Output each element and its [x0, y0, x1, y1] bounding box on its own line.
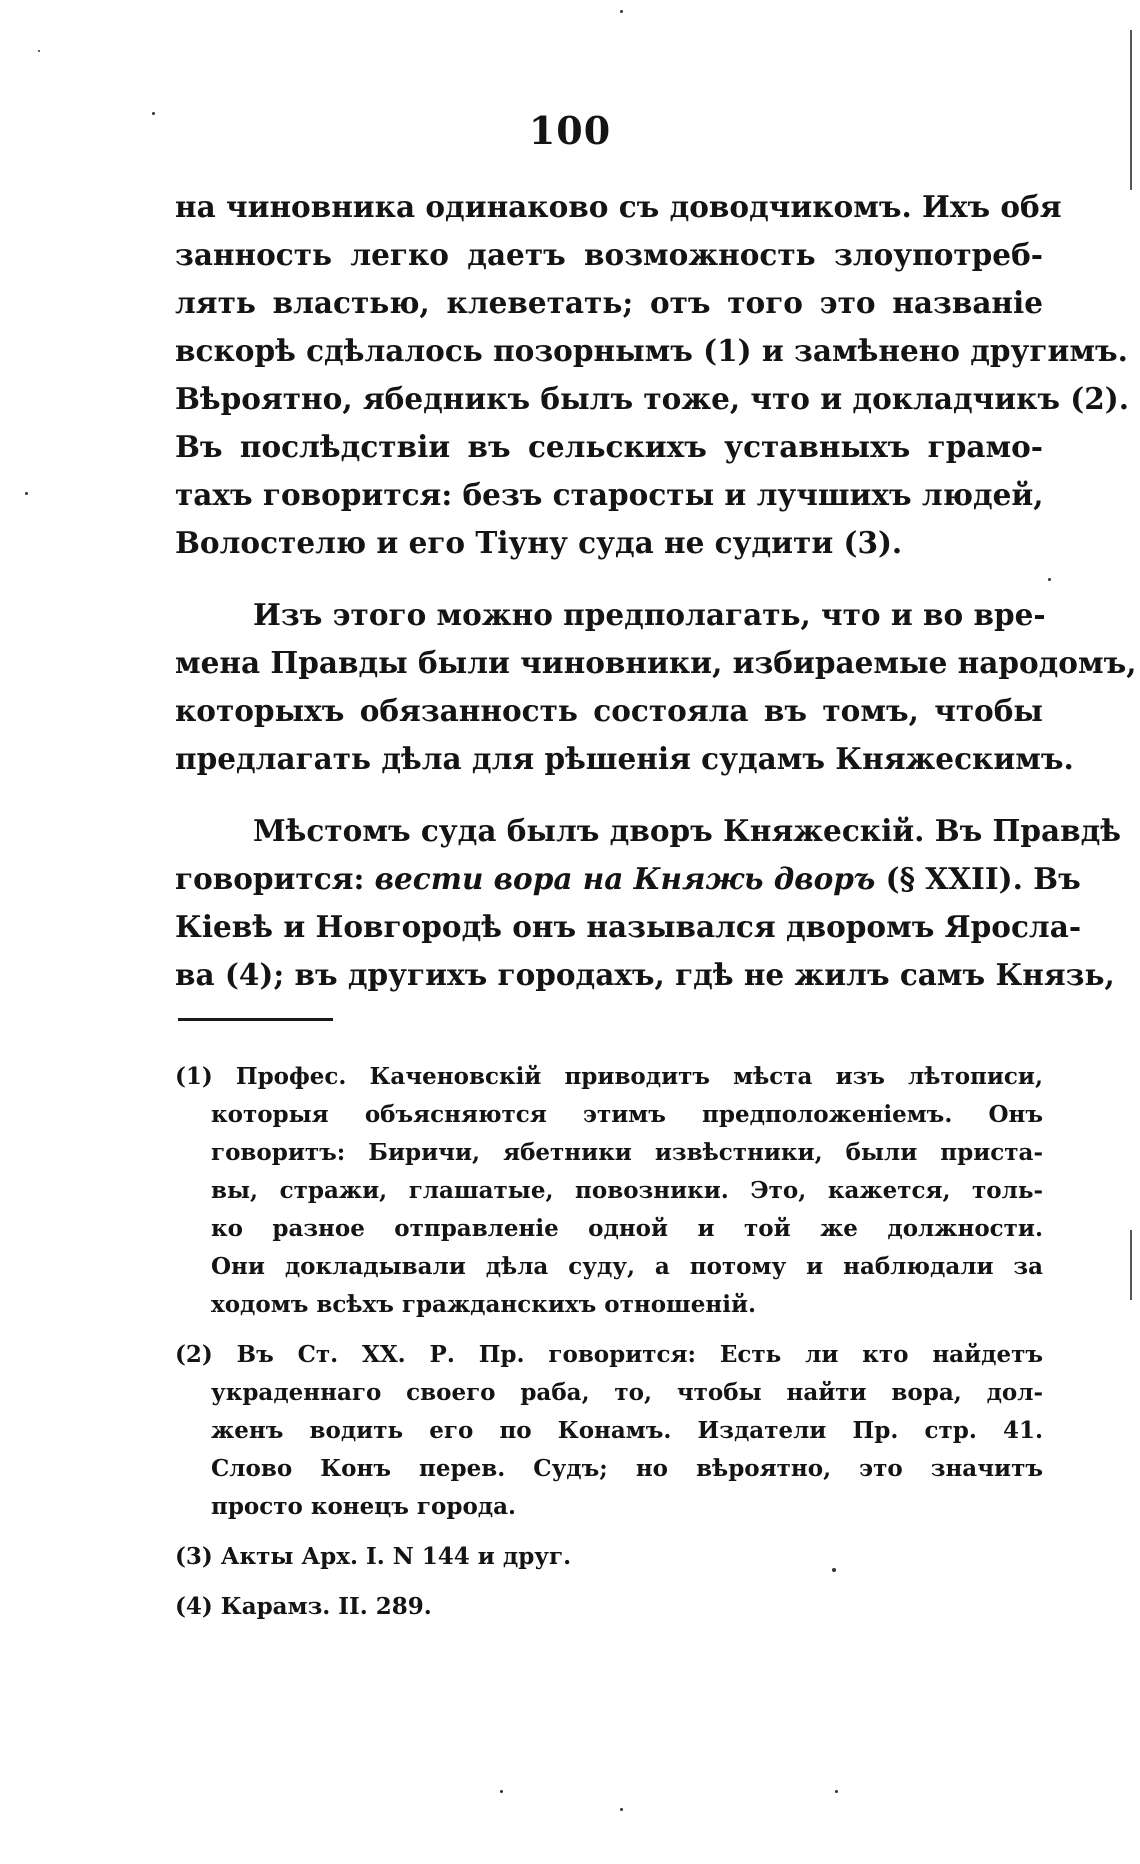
page-number: 100 — [528, 108, 612, 153]
text-line: Изъ этого можно предполагать, что и во вре- — [253, 597, 1046, 632]
text-line: Вѣроятно, ябедникъ былъ тоже, что и докладчикъ (2). — [175, 381, 1130, 416]
scan-speck — [500, 1790, 503, 1793]
text-fragment: (§ XXII). Въ — [875, 861, 1081, 896]
text-line: Волостелю и его Тіуну суда не судити (3). — [175, 525, 903, 560]
text-line — [175, 855, 1081, 903]
scan-speck — [1048, 578, 1051, 581]
text-line: Въ послѣдствіи въ сельскихъ уставныхъ грамо- — [175, 429, 1043, 464]
footnote-line: вы, стражи, глашатые, повозники. Это, кажется, толь- — [211, 1177, 1043, 1204]
footnote-2 — [175, 1336, 1043, 1526]
scan-speck — [620, 1808, 623, 1811]
scan-speck — [38, 50, 40, 52]
footnote-line: женъ водить его по Конамъ. Издатели Пр. стр. 41. — [211, 1417, 1043, 1444]
footnote-line: которыя объясняются этимъ предположеніемъ. Онъ — [211, 1101, 1043, 1128]
text-fragment: говорится: — [175, 861, 375, 896]
footnote-line: (1) Профес. Каченовскій приводитъ мѣста изъ лѣтописи, — [175, 1063, 1043, 1090]
footnote-3 — [175, 1538, 1043, 1576]
footnote-line: Слово Конъ перев. Судъ; но вѣроятно, это значитъ — [211, 1455, 1043, 1482]
footnote-line: Они докладывали дѣла суду, а потому и наблюдали за — [211, 1253, 1043, 1280]
text-line: предлагать дѣла для рѣшенія судамъ Княжескимъ. — [175, 741, 1074, 776]
scan-edge-line — [1130, 1230, 1132, 1300]
footnote-line: (3) Акты Арх. I. N 144 и друг. — [175, 1543, 572, 1570]
text-line: тахъ говорится: безъ старосты и лучшихъ людей, — [175, 477, 1044, 512]
footnote-4 — [175, 1588, 1043, 1626]
text-line: которыхъ обязанность состояла въ томъ, чтобы — [175, 693, 1043, 728]
italic-quote: вести вора на Княжь дворъ — [374, 861, 876, 896]
scan-speck — [835, 1790, 838, 1793]
footnote-line: говоритъ: Биричи, ябетники извѣстники, были пристa- — [211, 1139, 1043, 1166]
text-line: ва (4); въ другихъ городахъ, гдѣ не жилъ самъ Князь, — [175, 957, 1115, 992]
paragraph — [175, 807, 1122, 999]
footnote-line: (4) Карамз. II. 289. — [175, 1593, 432, 1620]
text-line: лять властью, клеветать; отъ того это названіе — [175, 285, 1043, 320]
paragraph — [175, 183, 1130, 567]
footnote-line: ходомъ всѣхъ гражданскихъ отношеній. — [211, 1291, 757, 1318]
text-line: Мѣстомъ суда былъ дворъ Княжескій. Въ Правдѣ — [253, 813, 1122, 848]
footnote-line: ко разное отправленіе одной и той же должности. — [211, 1215, 1043, 1242]
footnote-line: (2) Въ Ст. XX. Р. Пр. говорится: Есть ли кто найдетъ — [175, 1341, 1043, 1368]
footnote-line: украденнаго своего раба, то, чтобы найти вора, дол- — [211, 1379, 1043, 1406]
scan-speck — [620, 10, 623, 13]
text-line: вскорѣ сдѣлалось позорнымъ (1) и замѣнено другимъ. — [175, 333, 1128, 368]
main-text — [175, 183, 1137, 999]
text-line: Кіевѣ и Новгородѣ онъ назывался дворомъ Яросла- — [175, 909, 1082, 944]
text-line: мена Правды были чиновники, избираемые народомъ, — [175, 645, 1137, 680]
footnote-1 — [175, 1058, 1043, 1324]
paragraph — [175, 591, 1137, 783]
text-line: занность легко даетъ возможность злоупотреб- — [175, 237, 1043, 272]
footnote-separator — [178, 1018, 333, 1021]
footnotes — [175, 1058, 1043, 1638]
scan-speck — [25, 492, 28, 495]
footnote-line: просто конецъ города. — [211, 1493, 517, 1520]
text-line: на чиновника одинаково съ доводчикомъ. Ихъ обя — [175, 189, 1062, 224]
